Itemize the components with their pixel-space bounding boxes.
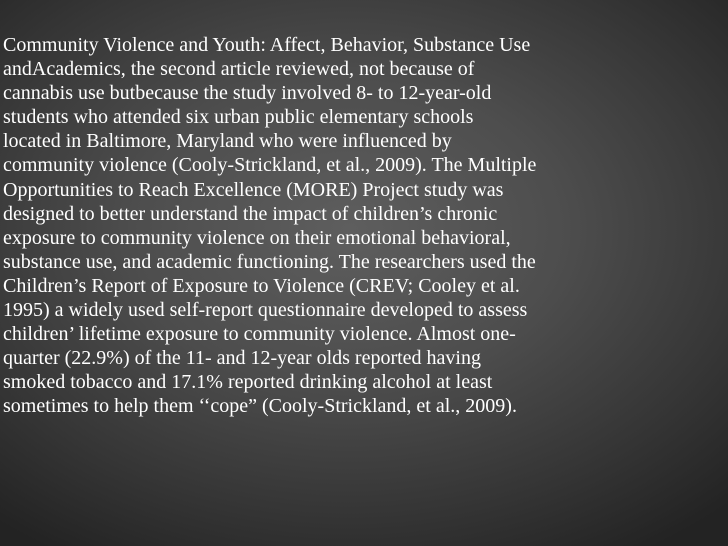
- text-line: 1995) a widely used self-report questionnaire developed to assess: [3, 299, 528, 322]
- text-line: Children’s Report of Exposure to Violence (CREV; Cooley et al.: [3, 274, 520, 297]
- slide-body-text: [3, 33, 725, 419]
- text-line: located in Baltimore, Maryland who were influenced by: [3, 130, 452, 153]
- text-line: smoked tobacco and 17.1% reported drinking alcohol at least: [3, 371, 493, 394]
- text-line: community violence (Cooly-Strickland, et al., 2009). The Multiple: [3, 154, 537, 177]
- text-line: sometimes to help them ‘‘cope” (Cooly-Strickland, et al., 2009).: [3, 395, 517, 418]
- text-line: exposure to community violence on their emotional behavioral,: [3, 226, 511, 249]
- text-line: Community Violence and Youth: Affect, Behavior, Substance Use: [3, 34, 531, 56]
- text-line: students who attended six urban public elementary schools: [3, 106, 474, 129]
- text-line: designed to better understand the impact of children’s chronic: [3, 202, 498, 225]
- text-line: andAcademics, the second article reviewed, not because of: [3, 58, 475, 81]
- text-line: Opportunities to Reach Excellence (MORE) Project study was: [3, 178, 504, 201]
- text-line: quarter (22.9%) of the 11- and 12-year olds reported having: [3, 347, 481, 370]
- text-line: cannabis use butbecause the study involved 8- to 12-year-old: [3, 82, 492, 105]
- text-line: substance use, and academic functioning. The researchers used the: [3, 250, 536, 273]
- text-line: children’ lifetime exposure to community violence. Almost one-: [3, 323, 516, 346]
